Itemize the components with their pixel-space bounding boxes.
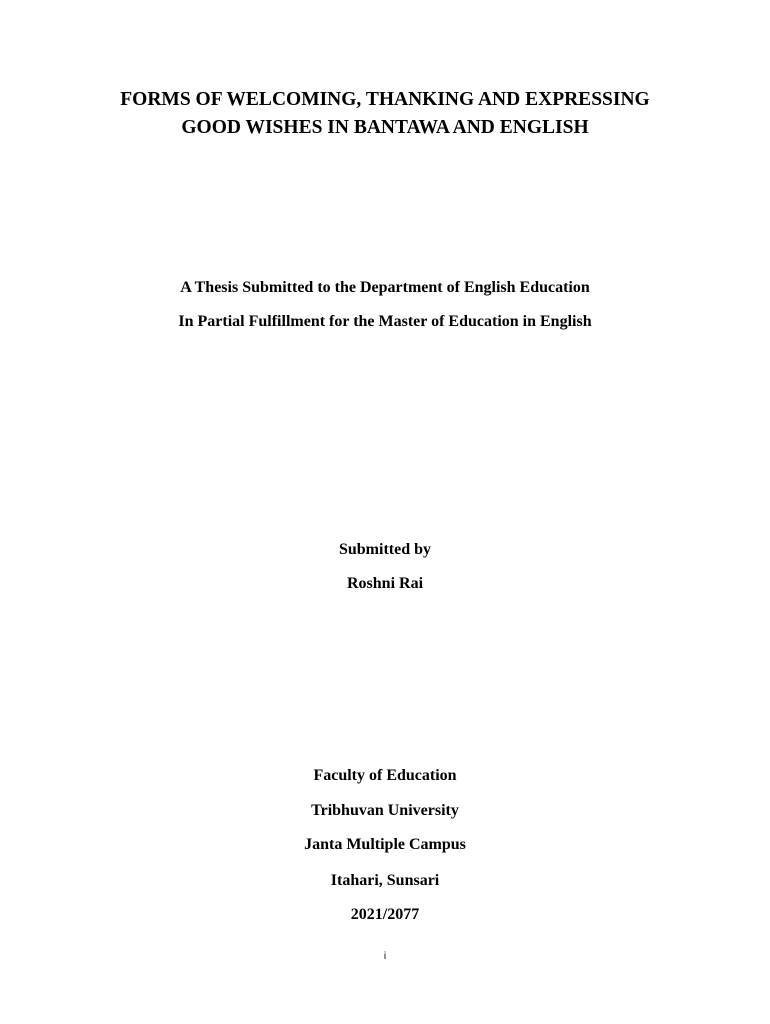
faculty-name: Faculty of Education [313, 767, 457, 784]
submitted-by-label: Submitted by [338, 541, 432, 558]
submission-year: 2021/2077 [350, 906, 420, 923]
submission-statement-line-2: In Partial Fulfillment for the Master of Education in English [178, 313, 592, 330]
page-number: i [383, 951, 387, 962]
thesis-title-line-1: FORMS OF WELCOMING, THANKING AND EXPRESSING [120, 89, 650, 110]
author-name: Roshni Rai [346, 575, 424, 592]
campus-name: Janta Multiple Campus [304, 836, 466, 853]
thesis-title-line-2: GOOD WISHES IN BANTAWA AND ENGLISH [181, 117, 589, 138]
submission-statement-line-1: A Thesis Submitted to the Department of English Education [180, 279, 590, 296]
university-name: Tribhuvan University [311, 802, 459, 819]
campus-location: Itahari, Sunsari [330, 872, 440, 889]
